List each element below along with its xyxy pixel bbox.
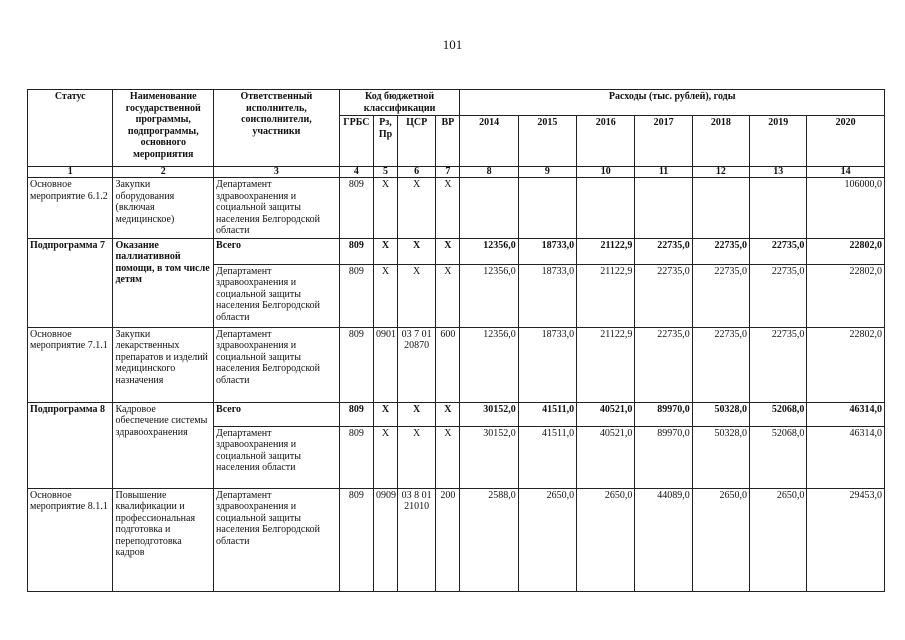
value-cell: 106000,0 bbox=[807, 178, 885, 239]
status-cell: Основное мероприятие 7.1.1 bbox=[28, 327, 113, 402]
name-cell: Закупки оборудования (включая медицинское) bbox=[113, 178, 214, 239]
col-number: 9 bbox=[518, 167, 576, 178]
rzpr-cell: Х bbox=[373, 402, 397, 426]
table-row bbox=[28, 238, 885, 264]
value-cell bbox=[635, 178, 692, 239]
value-cell bbox=[750, 178, 807, 239]
name-cell: Оказание паллиативной помощи, в том числе детям bbox=[113, 238, 214, 327]
value-cell bbox=[577, 178, 635, 239]
rzpr-cell: Х bbox=[373, 426, 397, 488]
value-cell: 22802,0 bbox=[807, 264, 885, 327]
value-cell: 22802,0 bbox=[807, 238, 885, 264]
vr-cell: Х bbox=[436, 178, 460, 239]
executor-cell: Всего bbox=[214, 402, 340, 426]
status-cell: Основное мероприятие 8.1.1 bbox=[28, 488, 113, 591]
header-csr: ЦСР bbox=[398, 116, 436, 167]
value-cell: 2650,0 bbox=[692, 488, 749, 591]
value-cell: 22735,0 bbox=[635, 327, 692, 402]
value-cell: 2650,0 bbox=[577, 488, 635, 591]
csr-cell: Х bbox=[398, 264, 436, 327]
header-year: 2014 bbox=[460, 116, 518, 167]
grbs-cell: 809 bbox=[339, 488, 373, 591]
vr-cell: Х bbox=[436, 426, 460, 488]
value-cell: 18733,0 bbox=[518, 238, 576, 264]
csr-cell: Х bbox=[398, 238, 436, 264]
header-year: 2016 bbox=[577, 116, 635, 167]
value-cell: 22735,0 bbox=[750, 238, 807, 264]
value-cell bbox=[518, 178, 576, 239]
value-cell: 2650,0 bbox=[750, 488, 807, 591]
grbs-cell: 809 bbox=[339, 238, 373, 264]
value-cell: 52068,0 bbox=[750, 426, 807, 488]
value-cell: 46314,0 bbox=[807, 426, 885, 488]
header-status: Статус bbox=[28, 90, 113, 167]
vr-cell: Х bbox=[436, 402, 460, 426]
vr-cell: 200 bbox=[436, 488, 460, 591]
value-cell: 89970,0 bbox=[635, 426, 692, 488]
grbs-cell: 809 bbox=[339, 178, 373, 239]
col-number: 2 bbox=[113, 167, 214, 178]
name-cell: Кадровое обеспечение системы здравоохранения bbox=[113, 402, 214, 488]
status-cell: Основное мероприятие 6.1.2 bbox=[28, 178, 113, 239]
rzpr-cell: 0901 bbox=[373, 327, 397, 402]
table-row bbox=[28, 488, 885, 591]
value-cell: 50328,0 bbox=[692, 402, 749, 426]
value-cell: 41511,0 bbox=[518, 402, 576, 426]
csr-cell: 03 8 01 21010 bbox=[398, 488, 436, 591]
value-cell: 18733,0 bbox=[518, 264, 576, 327]
value-cell: 46314,0 bbox=[807, 402, 885, 426]
value-cell: 22802,0 bbox=[807, 327, 885, 402]
table-row bbox=[28, 178, 885, 239]
col-number: 11 bbox=[635, 167, 692, 178]
vr-cell: 600 bbox=[436, 327, 460, 402]
rzpr-cell: Х bbox=[373, 178, 397, 239]
col-number: 4 bbox=[339, 167, 373, 178]
header-vr: ВР bbox=[436, 116, 460, 167]
page-number: 101 bbox=[442, 37, 463, 52]
col-number: 12 bbox=[692, 167, 749, 178]
rzpr-cell: Х bbox=[373, 264, 397, 327]
header-expenses: Расходы (тыс. рублей), годы bbox=[460, 90, 885, 116]
value-cell: 22735,0 bbox=[635, 264, 692, 327]
budget-table bbox=[27, 89, 885, 592]
value-cell: 22735,0 bbox=[692, 327, 749, 402]
value-cell bbox=[692, 178, 749, 239]
csr-cell: Х bbox=[398, 402, 436, 426]
header-year: 2015 bbox=[518, 116, 576, 167]
csr-cell: Х bbox=[398, 178, 436, 239]
vr-cell: Х bbox=[436, 264, 460, 327]
value-cell: 52068,0 bbox=[750, 402, 807, 426]
executor-cell: Департамент здравоохранения и социальной защиты населения области bbox=[214, 426, 340, 488]
value-cell: 40521,0 bbox=[577, 402, 635, 426]
header-grbs: ГРБС bbox=[339, 116, 373, 167]
value-cell: 29453,0 bbox=[807, 488, 885, 591]
value-cell: 21122,9 bbox=[577, 238, 635, 264]
value-cell: 22735,0 bbox=[635, 238, 692, 264]
value-cell: 22735,0 bbox=[692, 238, 749, 264]
vr-cell: Х bbox=[436, 238, 460, 264]
executor-cell: Всего bbox=[214, 238, 340, 264]
col-number: 1 bbox=[28, 167, 113, 178]
col-number: 5 bbox=[373, 167, 397, 178]
column-number-row bbox=[28, 167, 885, 178]
value-cell: 50328,0 bbox=[692, 426, 749, 488]
value-cell: 22735,0 bbox=[692, 264, 749, 327]
value-cell: 44089,0 bbox=[635, 488, 692, 591]
header-year: 2018 bbox=[692, 116, 749, 167]
header-name: Наименование государственной программы, подпрограммы, основного мероприятия bbox=[113, 90, 214, 167]
value-cell: 30152,0 bbox=[460, 426, 518, 488]
value-cell: 41511,0 bbox=[518, 426, 576, 488]
header-rzpr: Рз, Пр bbox=[373, 116, 397, 167]
value-cell: 2650,0 bbox=[518, 488, 576, 591]
executor-cell: Департамент здравоохранения и социальной защиты населения Белгородской области bbox=[214, 327, 340, 402]
csr-cell: 03 7 01 20870 bbox=[398, 327, 436, 402]
value-cell bbox=[460, 178, 518, 239]
executor-cell: Департамент здравоохранения и социальной защиты населения Белгородской области bbox=[214, 488, 340, 591]
rzpr-cell: Х bbox=[373, 238, 397, 264]
col-number: 6 bbox=[398, 167, 436, 178]
name-cell: Повышение квалификации и профессиональная подготовка и переподготовка кадров bbox=[113, 488, 214, 591]
name-cell: Закупки лекарственных препаратов и изделий медицинского назначения bbox=[113, 327, 214, 402]
value-cell: 12356,0 bbox=[460, 264, 518, 327]
grbs-cell: 809 bbox=[339, 402, 373, 426]
rzpr-cell: 0909 bbox=[373, 488, 397, 591]
executor-cell: Департамент здравоохранения и социальной защиты населения Белгородской области bbox=[214, 178, 340, 239]
value-cell: 21122,9 bbox=[577, 264, 635, 327]
col-number: 8 bbox=[460, 167, 518, 178]
value-cell: 89970,0 bbox=[635, 402, 692, 426]
grbs-cell: 809 bbox=[339, 327, 373, 402]
csr-cell: Х bbox=[398, 426, 436, 488]
header-year: 2019 bbox=[750, 116, 807, 167]
col-number: 10 bbox=[577, 167, 635, 178]
value-cell: 12356,0 bbox=[460, 238, 518, 264]
col-number: 13 bbox=[750, 167, 807, 178]
value-cell: 2588,0 bbox=[460, 488, 518, 591]
header-budget-code: Код бюджетной классификации bbox=[339, 90, 460, 116]
table-row bbox=[28, 402, 885, 426]
value-cell: 18733,0 bbox=[518, 327, 576, 402]
executor-cell: Департамент здравоохранения и социальной защиты населения Белгородской области bbox=[214, 264, 340, 327]
value-cell: 30152,0 bbox=[460, 402, 518, 426]
header-year: 2020 bbox=[807, 116, 885, 167]
header-year: 2017 bbox=[635, 116, 692, 167]
value-cell: 40521,0 bbox=[577, 426, 635, 488]
header-executor: Ответственный исполнитель, соисполнители, участники bbox=[214, 90, 340, 167]
header-row bbox=[28, 90, 885, 116]
value-cell: 21122,9 bbox=[577, 327, 635, 402]
value-cell: 22735,0 bbox=[750, 327, 807, 402]
grbs-cell: 809 bbox=[339, 264, 373, 327]
status-cell: Подпрограмма 8 bbox=[28, 402, 113, 488]
col-number: 14 bbox=[807, 167, 885, 178]
col-number: 7 bbox=[436, 167, 460, 178]
status-cell: Подпрограмма 7 bbox=[28, 238, 113, 327]
value-cell: 12356,0 bbox=[460, 327, 518, 402]
table-row bbox=[28, 327, 885, 402]
col-number: 3 bbox=[214, 167, 340, 178]
grbs-cell: 809 bbox=[339, 426, 373, 488]
value-cell: 22735,0 bbox=[750, 264, 807, 327]
